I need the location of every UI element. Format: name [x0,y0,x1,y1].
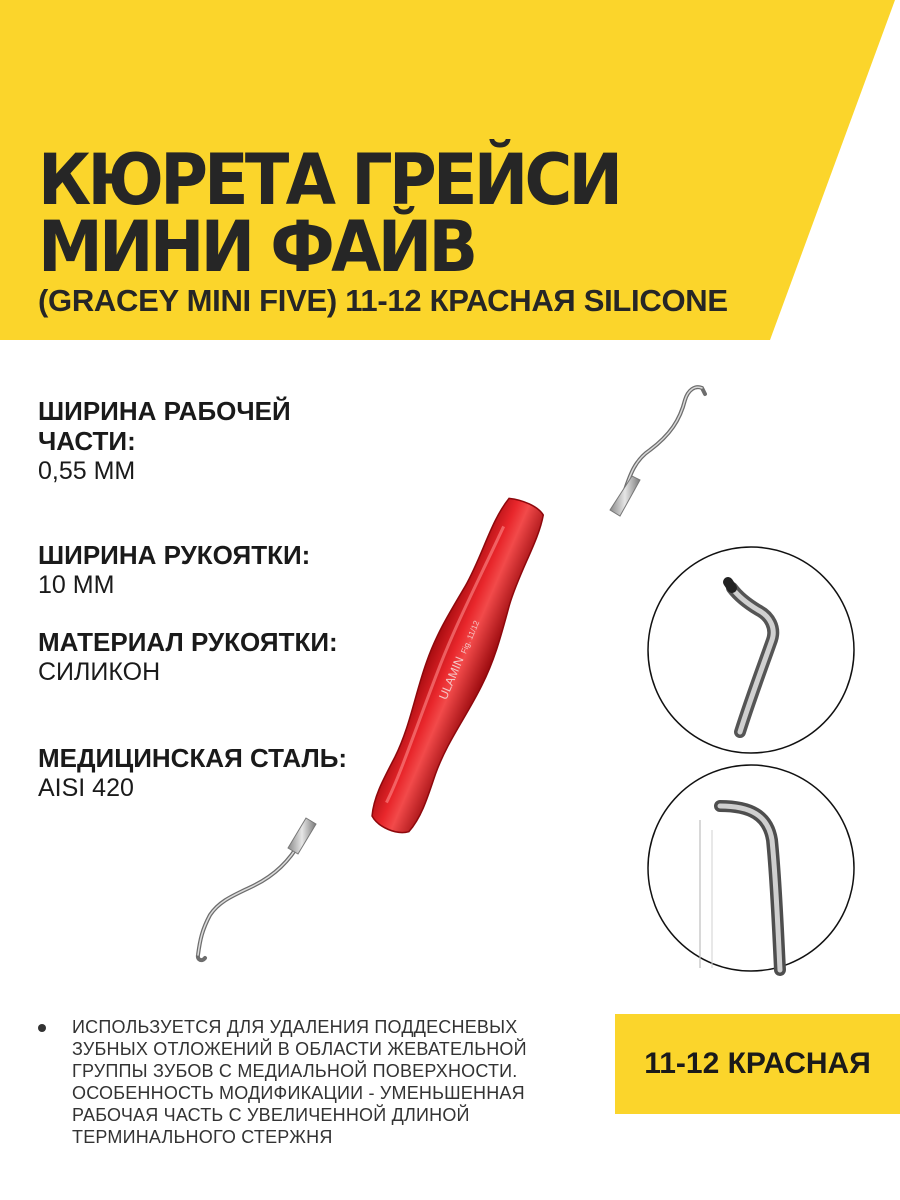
spec-value: AISI 420 [38,774,134,802]
upper-tip [625,387,705,490]
handle-model-text: Fig. 11/12 [459,619,482,656]
handle-brand-text: ULAMIN [435,654,467,702]
spec-label: ШИРИНА РУКОЯТКИ: [38,540,311,570]
page-subtitle: (GRACEY MINI FIVE) 11-12 КРАСНАЯ SILICONE [38,283,728,318]
spec-label: ШИРИНА РАБОЧЕЙ ЧАСТИ: [38,396,291,456]
color-badge [615,1014,900,1114]
spec-label: МАТЕРИАЛ РУКОЯТКИ: [38,627,338,657]
page-title-line-1: КЮРЕТА ГРЕЙСИ [38,139,620,221]
lower-tip [198,842,300,960]
spec-label: МЕДИЦИНСКАЯ СТАЛЬ: [38,743,348,773]
lower-ferrule [288,818,316,854]
spec-value: 0,55 ММ [38,457,136,485]
spec-value: СИЛИКОН [38,658,161,686]
usage-note: ИСПОЛЬЗУЕТСЯ ДЛЯ УДАЛЕНИЯ ПОДДЕСНЕВЫХ ЗУБНЫХ ОТЛОЖЕНИЙ В ОБЛАСТИ ЖЕВАТЕЛЬНОЙ ГРУППЫ ЗУБОВ С МЕДИАЛЬНОЙ ПОВЕРХНОСТИ. ОСОБЕННОСТЬ МОДИФИКАЦИИ - УМЕНЬШЕННАЯ РАБОЧАЯ ЧАСТЬ С УВЕЛИЧЕННОЙ ДЛИНОЙ ТЕРМИНАЛЬНОГО СТЕРЖНЯ [72,1017,527,1147]
red-handle [360,491,555,841]
page-title-line-2: МИНИ ФАЙВ [38,206,475,288]
upper-ferrule [610,476,640,516]
note-bullet [38,1024,46,1032]
curette-illustration [180,380,720,980]
spec-value: 10 ММ [38,571,115,599]
color-badge-label: 11-12 КРАСНАЯ [644,1047,871,1080]
tip-closeup-1 [728,582,773,732]
